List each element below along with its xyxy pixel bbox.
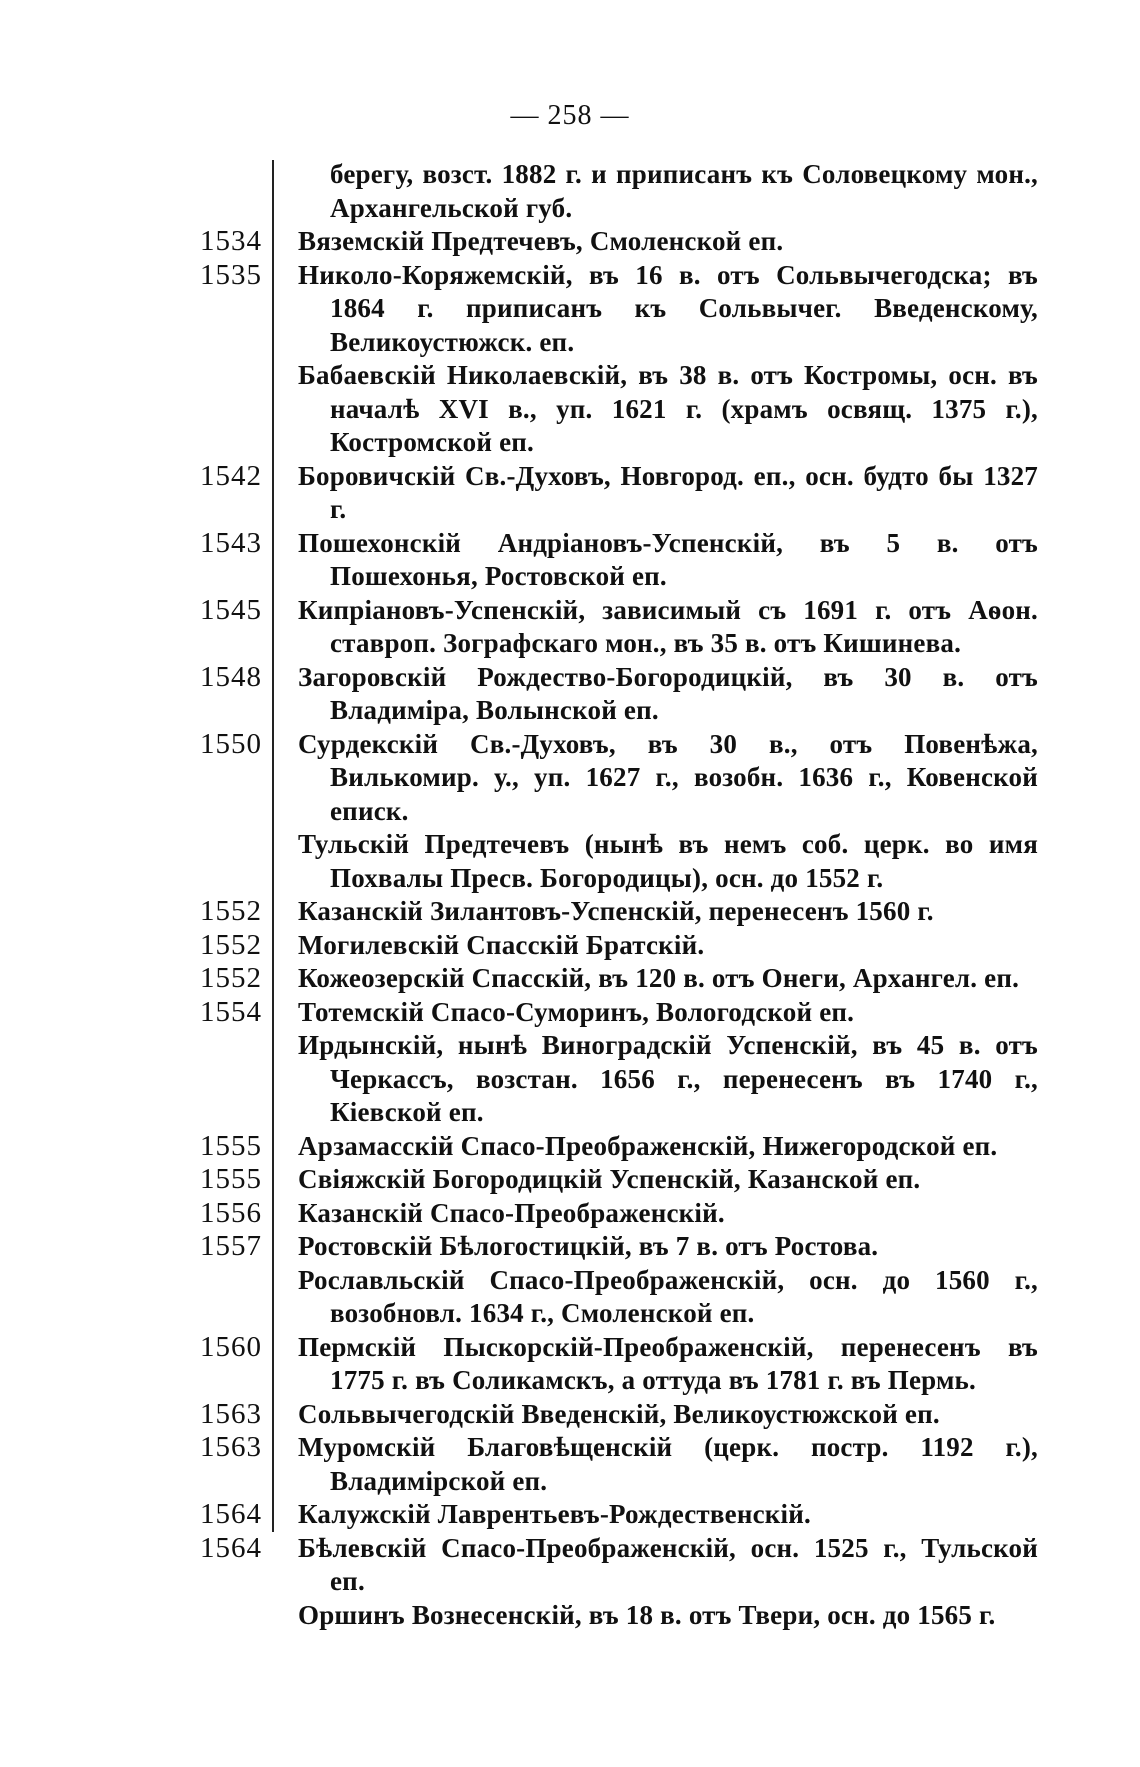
list-item <box>180 1331 1040 1398</box>
entry-text: Бабаевскій Николаевскій, въ 38 в. отъ Костромы, осн. въ началѣ XVI в., уп. 1621 г. (храмъ освящ. 1375 г.), Костромской еп. <box>298 360 1038 457</box>
list-item <box>180 1230 1040 1264</box>
entry-year: 1535 <box>200 258 262 291</box>
entry-year: 1563 <box>200 1397 262 1430</box>
entry-text: Оршинъ Вознесенскій, въ 18 в. отъ Твери, осн. до 1565 г. <box>298 1599 996 1630</box>
list-item <box>180 460 1040 527</box>
entry-text: Тотемскій Спасо-Суморинъ, Вологодской еп. <box>298 996 855 1027</box>
entry-text: Калужскій Лаврентьевъ-Рождественскій. <box>298 1499 811 1529</box>
list-item <box>180 1029 1040 1130</box>
entry-text: Кожеозерскій Спасскій, въ 120 в. отъ Онеги, Архангел. еп. <box>298 963 1020 993</box>
list-item <box>180 259 1040 360</box>
list-item <box>180 1197 1040 1231</box>
list-item <box>180 1264 1040 1331</box>
list-item <box>180 1398 1040 1432</box>
list-item <box>180 962 1040 996</box>
list-item <box>180 1163 1040 1197</box>
entry-text: Могилевскій Спасскій Братскій. <box>298 929 705 960</box>
list-item <box>180 828 1040 895</box>
list-item <box>180 1431 1040 1498</box>
list-item <box>180 929 1040 963</box>
entry-text: Пошехонскій Андріановъ-Успенскій, въ 5 в. отъ Пошехонья, Ростовской еп. <box>298 527 1038 591</box>
list-item <box>180 594 1040 661</box>
entry-text: Тульскій Предтечевъ (нынѣ въ немъ соб. церк. во имя Похвалы Пресв. Богородицы), осн. до 1552 г. <box>298 829 1038 893</box>
entry-year: 1548 <box>200 660 262 693</box>
entry-year: 1560 <box>200 1330 262 1363</box>
entry-text: Николо-Коряжемскій, въ 16 в. отъ Сольвычегодска; въ 1864 г. приписанъ къ Сольвычег. Введенскому, Великоустюжск. еп. <box>298 259 1038 357</box>
entry-year: 1543 <box>200 526 262 559</box>
entry-year: 1557 <box>200 1230 262 1262</box>
list-item <box>180 225 1040 259</box>
entry-year: 1554 <box>200 995 262 1028</box>
entry-year: 1550 <box>200 727 262 760</box>
entry-text: Бѣлевскій Спасо-Преображенскій, осн. 1525 г., Тульской еп. <box>298 1532 1038 1596</box>
list-item <box>180 1498 1040 1532</box>
list-item <box>180 661 1040 728</box>
entry-text: Казанскій Спасо-Преображенскій. <box>298 1197 725 1228</box>
entry-text: Арзамасскій Спасо-Преображенскій, Нижегородской еп. <box>298 1130 998 1161</box>
entry-text: берегу, возст. 1882 г. и приписанъ къ Соловецкому мон., Архангельской губ. <box>330 159 1038 223</box>
entry-year: 1552 <box>200 962 262 994</box>
entry-year: 1552 <box>200 895 262 927</box>
entry-text: Сольвычегодскій Введенскій, Великоустюжской еп. <box>298 1398 940 1429</box>
entry-year: 1542 <box>200 459 262 492</box>
entry-text: Рославльскій Спасо-Преображенскій, осн. до 1560 г., возобновл. 1634 г., Смоленской еп. <box>298 1264 1038 1328</box>
entry-year: 1555 <box>200 1163 262 1195</box>
entry-text: Пермскій Пыскорскій-Преображенскій, перенесенъ въ 1775 г. въ Соликамскъ, а оттуда въ 1781 г. въ Пермь. <box>298 1331 1038 1395</box>
entry-year: 1545 <box>200 593 262 626</box>
entry-text: Вяземскій Предтечевъ, Смоленской еп. <box>298 226 784 256</box>
entry-text: Кипріановъ-Успенскій, зависимый съ 1691 г. отъ Аѳон. ставроп. Зографскаго мон., въ 35 в. отъ Кишинева. <box>298 594 1038 658</box>
entry-text: Муромскій Благовѣщенскій (церк. постр. 1192 г.), Владимірской еп. <box>298 1432 1038 1496</box>
list-item <box>180 527 1040 594</box>
list-item <box>180 1130 1040 1164</box>
entry-text: Ирдынскій, нынѣ Виноградскій Успенскій, въ 45 в. отъ Черкассъ, возстан. 1656 г., перенесенъ въ 1740 г., Кіевской еп. <box>298 1030 1038 1127</box>
entry-text: Казанскій Зилантовъ-Успенскій, перенесенъ 1560 г. <box>298 896 934 926</box>
entry-text: Ростовскій Бѣлогостицкій, въ 7 в. отъ Ростова. <box>298 1231 879 1261</box>
monastery-list <box>180 158 1040 1632</box>
entry-year: 1556 <box>200 1196 262 1229</box>
entry-text: Боровичскій Св.-Духовъ, Новгород. еп., осн. будто бы 1327 г. <box>298 460 1038 524</box>
list-item <box>180 728 1040 829</box>
entry-text: Загоровскій Рождество-Богородицкій, въ 30 в. отъ Владиміра, Волынской еп. <box>298 661 1038 725</box>
list-item <box>180 158 1040 225</box>
list-item <box>180 1532 1040 1599</box>
entry-text: Сурдекскій Св.-Духовъ, въ 30 в., отъ Повенѣжа, Вилькомир. у., уп. 1627 г., возобн. 1636 г., Ковенской еписк. <box>298 728 1038 826</box>
entry-year: 1563 <box>200 1431 262 1463</box>
entry-year: 1552 <box>200 928 262 961</box>
entry-year: 1534 <box>200 225 262 257</box>
list-item <box>180 996 1040 1030</box>
page-number-header: — 258 — <box>510 100 630 131</box>
entry-year: 1564 <box>200 1498 262 1530</box>
list-item <box>180 359 1040 460</box>
list-item <box>180 1599 1040 1633</box>
entry-year: 1564 <box>200 1531 262 1564</box>
entry-text: Свіяжскій Богородицкій Успенскій, Казанской еп. <box>298 1164 921 1194</box>
entry-year: 1555 <box>200 1129 262 1162</box>
list-item <box>180 895 1040 929</box>
